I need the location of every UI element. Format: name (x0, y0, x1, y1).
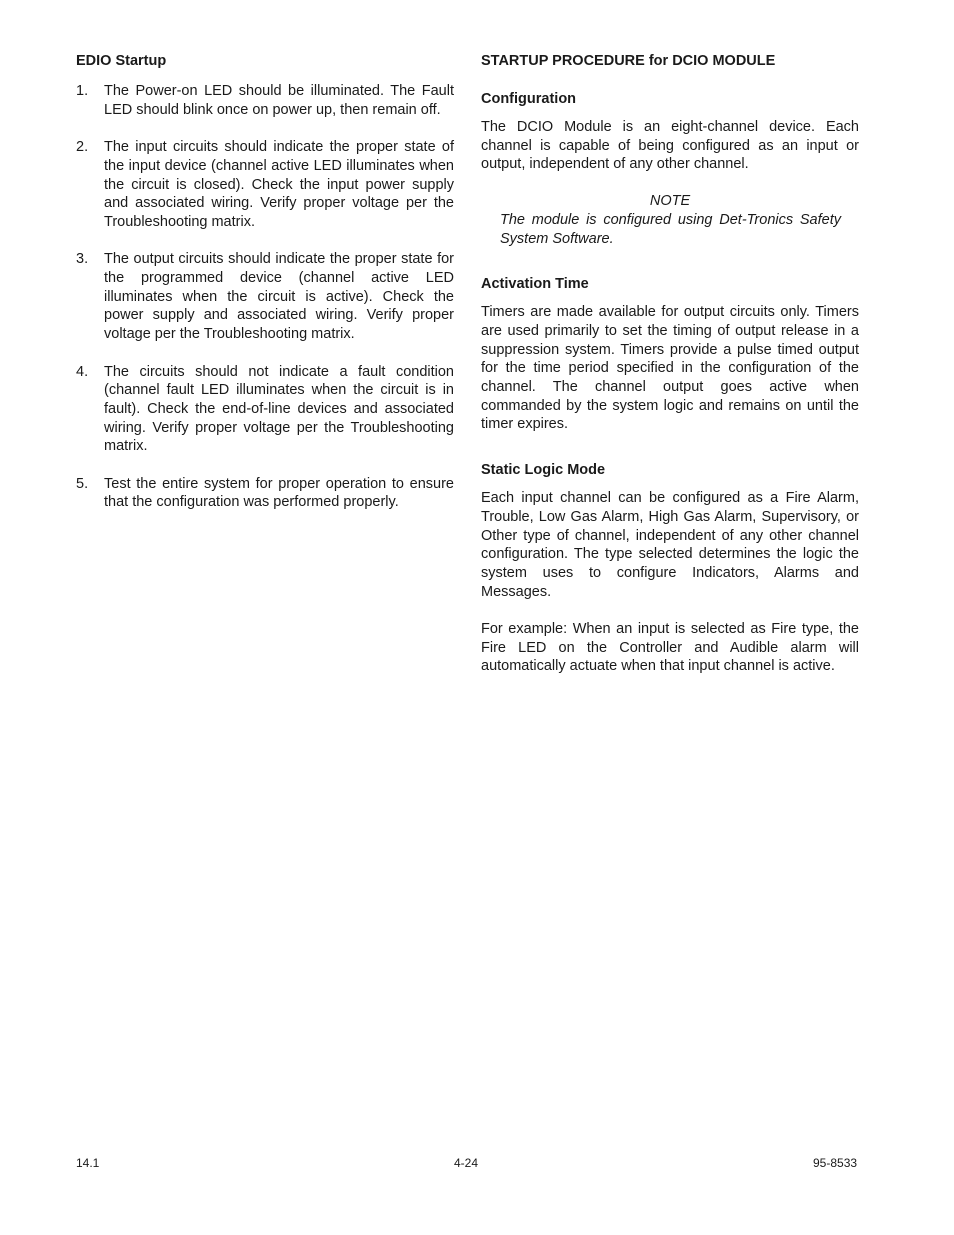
edio-startup-steps (76, 82, 454, 512)
list-number: 5. (76, 475, 89, 492)
left-column (76, 52, 454, 512)
list-text: The circuits should not indicate a fault condition (channel fault LED illuminates when the circuit is in fault). Check the end-of-line devices and associated wiring. Verify proper voltage per the Troubleshooting matrix. (104, 363, 454, 455)
configuration-text: The DCIO Module is an eight-channel device. Each channel is capable of being configured as an input or output, independent of any other channel. (481, 119, 859, 173)
activation-time-text: Timers are made available for output circuits only. Timers are used primarily to set the timing of output release in a suppression system. Timers provide a pulse timed output for the time period specified in the configuration of the channel. The channel output goes active when commanded by the system logic and remains on until the timer expires. (481, 304, 859, 433)
list-number: 2. (76, 139, 89, 156)
dcio-startup-heading: STARTUP PROCEDURE for DCIO MODULE (481, 53, 776, 69)
footer-document-number: 95-8533 (813, 1156, 858, 1170)
list-item (76, 363, 454, 457)
right-column (481, 52, 859, 676)
note-text: The module is configured using Det-Tronics Safety System Software. (500, 211, 841, 247)
list-text: The input circuits should indicate the proper state of the input device (channel active LED illuminates when the circuit is closed). Check the input power supply and associated wiring. Verify proper voltage per the Troubleshooting matrix. (104, 139, 454, 230)
footer-revision: 14.1 (76, 1156, 100, 1170)
footer-page-number: 4-24 (454, 1156, 479, 1170)
note-title: NOTE (649, 193, 691, 210)
list-text: The output circuits should indicate the proper state for the programmed device (channel active LED illuminates when the circuit is active). Check the power supply and associated wiring. Verify proper voltage per the Troubleshooting matrix. (104, 251, 454, 343)
edio-startup-heading: EDIO Startup (76, 53, 167, 69)
list-text: Test the entire system for proper operation to ensure that the configuration was performed properly. (104, 475, 454, 511)
static-logic-heading: Static Logic Mode (481, 462, 606, 479)
configuration-heading: Configuration (481, 91, 577, 107)
list-item (76, 475, 454, 512)
list-number: 3. (76, 251, 89, 268)
static-logic-example: For example: When an input is selected as Fire type, the Fire LED on the Controller and Audible alarm will automatically actuate when that input channel is active. (481, 621, 859, 675)
list-item (76, 138, 454, 232)
list-item (76, 250, 454, 344)
activation-time-heading: Activation Time (481, 276, 589, 293)
list-number: 1. (76, 83, 89, 99)
list-text: The Power-on LED should be illuminated. The Fault LED should blink once on power up, then remain off. (104, 83, 454, 118)
list-item (76, 82, 454, 119)
static-logic-text: Each input channel can be configured as a Fire Alarm, Trouble, Low Gas Alarm, High Gas Alarm, Supervisory, or Other type of channel, independent of any other channel configuration. The type selected determines the logic the system uses to configure Indicators, Alarms and Messages. (481, 490, 859, 600)
list-number: 4. (76, 363, 89, 380)
